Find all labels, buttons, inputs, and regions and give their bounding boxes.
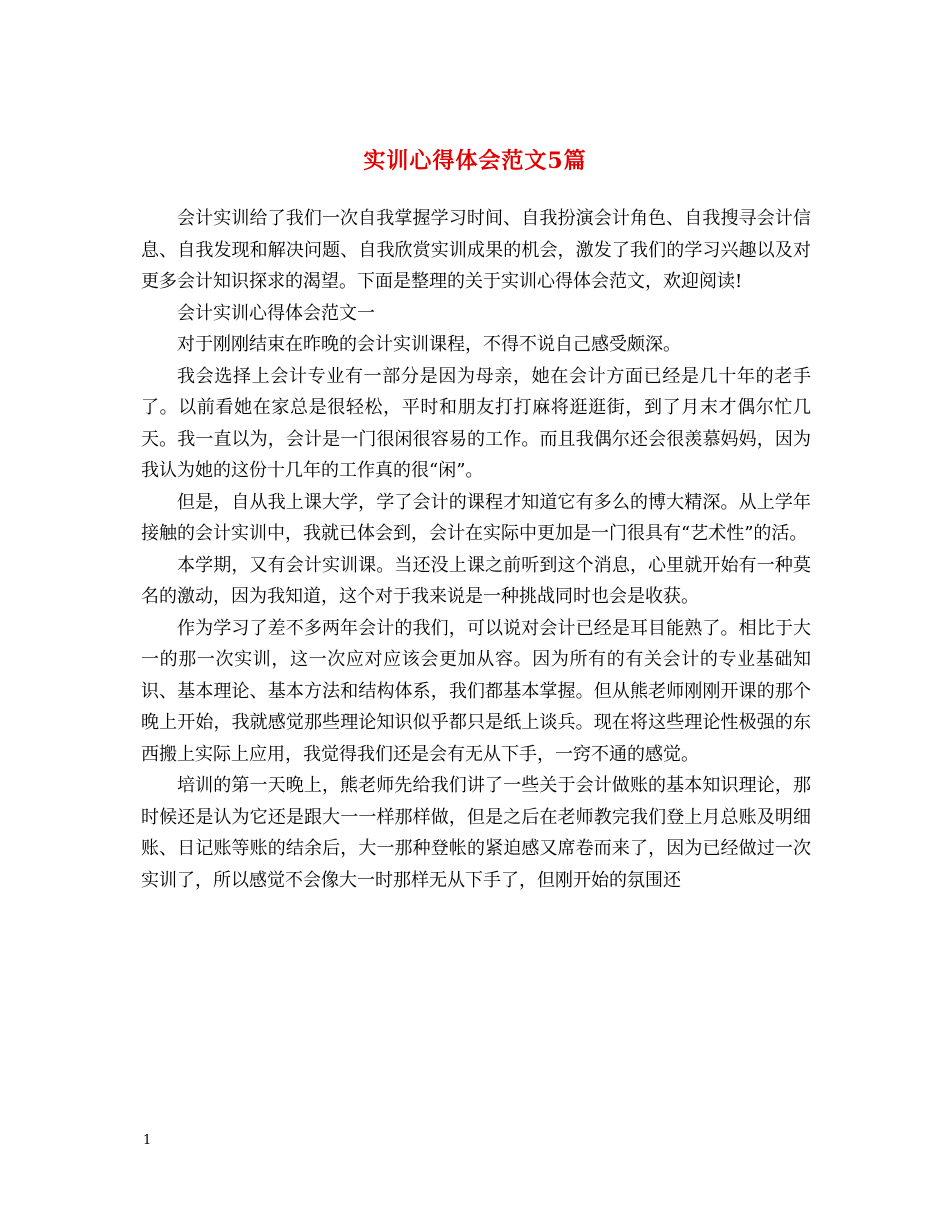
paragraph: 我会选择上会计专业有一部分是因为母亲，她在会计方面已经是几十年的老手了。以前看她在家总是很轻松，平时和朋友打打麻将逛逛街，到了月末才偶尔忙几天。我一直以为，会计是一门很闲很容易的工作。而且我偶尔还会很羡慕妈妈，因为我认为她的这份十几年的工作真的很“闲”。 <box>141 365 811 481</box>
document-body <box>141 203 811 896</box>
paragraph: 作为学习了差不多两年会计的我们，可以说对会计已经是耳目能熟了。相比于大一的那一次实训，这一次应对应该会更加从容。因为所有的有关会计的专业基础知识、基本理论、基本方法和结构体系，我们都基本掌握。但从熊老师刚刚开课的那个晚上开始，我就感觉那些理论知识似乎都只是纸上谈兵。现在将这些理论性极强的东西搬上实际上应用，我觉得我们还是会有无从下手，一窍不通的感觉。 <box>141 617 811 765</box>
paragraph: 本学期，又有会计实训课。当还没上课之前听到这个消息，心里就开始有一种莫名的激动，因为我知道，这个对于我来说是一种挑战同时也会是收获。 <box>141 554 811 607</box>
paragraph: 但是，自从我上课大学，学了会计的课程才知道它有多么的博大精深。从上学年接触的会计实训中，我就已体会到，会计在实际中更加是一门很具有“艺术性”的活。 <box>141 491 811 544</box>
page-number: 1 <box>143 1133 152 1148</box>
paragraph: 培训的第一天晚上，熊老师先给我们讲了一些关于会计做账的基本知识理论，那时候还是认为它还是跟大一一样那样做，但是之后在老师教完我们登上月总账及明细账、日记账等账的结余后，大一那种登帐的紧迫感又席卷而来了，因为已经做过一次实训了，所以感觉不会像大一时那样无从下手了，但刚开始的氛围还 <box>141 775 811 891</box>
paragraph: 会计实训给了我们一次自我掌握学习时间、自我扮演会计角色、自我搜寻会计信息、自我发现和解决问题、自我欣赏实训成果的机会，激发了我们的学习兴趣以及对更多会计知识探求的渴望。下面是整理的关于实训心得体会范文，欢迎阅读! <box>141 208 811 292</box>
document-title: 实训心得体会范文5篇 <box>363 147 587 174</box>
paragraph: 对于刚刚结束在昨晚的会计实训课程，不得不说自己感受颇深。 <box>177 334 681 355</box>
section-heading: 会计实训心得体会范文一 <box>177 302 375 324</box>
